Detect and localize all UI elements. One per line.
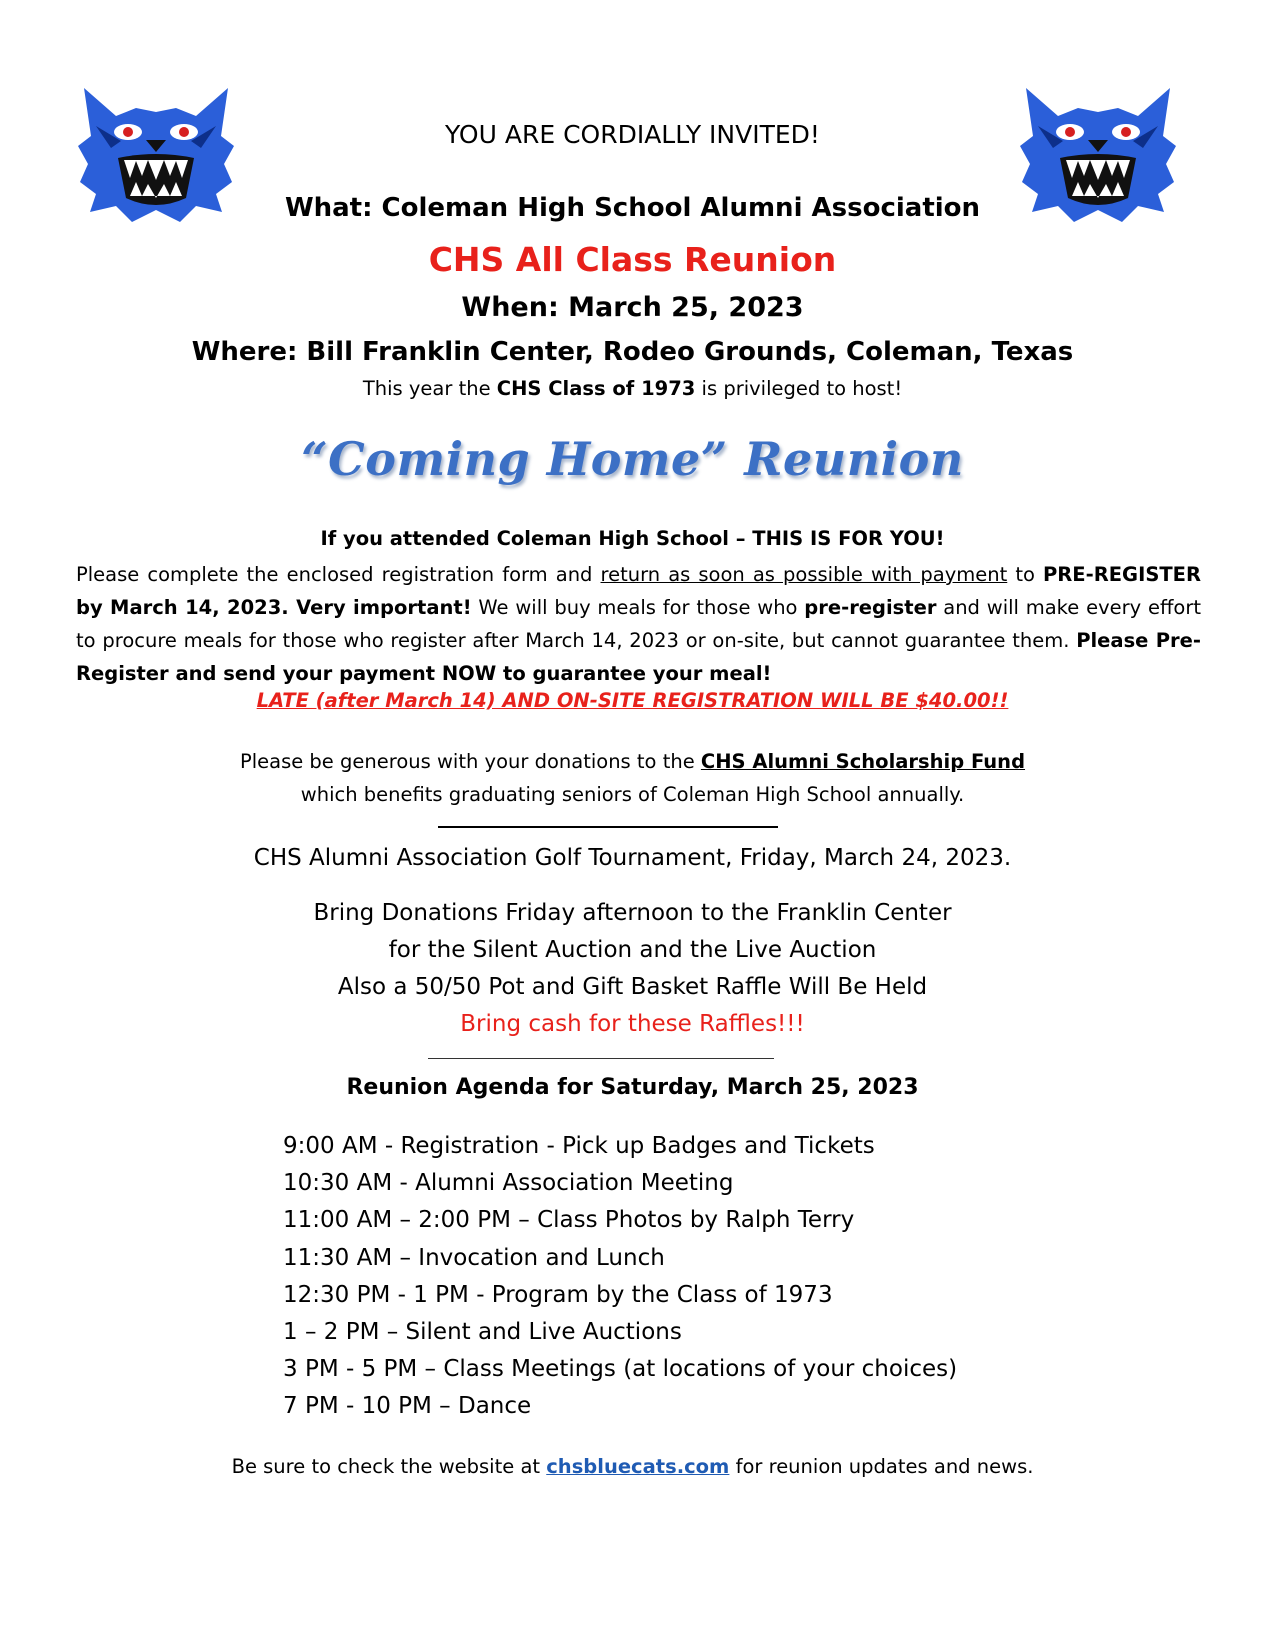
reg-guarantee: Please Pre-Register and send your payment NOW to guarantee your meal! bbox=[76, 629, 1201, 685]
event-date: When: March 25, 2023 bbox=[461, 292, 804, 323]
agenda-item: 11:30 AM – Invocation and Lunch bbox=[283, 1244, 665, 1271]
event-what: What: Coleman High School Alumni Association bbox=[284, 193, 981, 223]
agenda-item: 10:30 AM - Alumni Association Meeting bbox=[283, 1170, 734, 1197]
reg-preregister: pre-register bbox=[804, 596, 937, 619]
agenda-item: 11:00 AM – 2:00 PM – Class Photos by Ralph Terry bbox=[283, 1207, 855, 1234]
host-class: CHS Class of 1973 bbox=[496, 377, 696, 400]
footer-pre: Be sure to check the website at bbox=[231, 1455, 547, 1478]
attended-callout: If you attended Coleman High School – THIS IS FOR YOU! bbox=[320, 527, 945, 550]
footer-post: for reunion updates and news. bbox=[729, 1455, 1034, 1478]
auction-line-1: Bring Donations Friday afternoon to the Franklin Center bbox=[313, 900, 952, 926]
event-title: CHS All Class Reunion bbox=[428, 240, 837, 279]
event-location: Where: Bill Franklin Center, Rodeo Grounds, Coleman, Texas bbox=[191, 337, 1074, 367]
agenda-item: 7 PM - 10 PM – Dance bbox=[283, 1393, 532, 1420]
reg-text-1b: to bbox=[1007, 563, 1043, 586]
reg-text-1: Please complete the enclosed registration form and bbox=[76, 563, 601, 586]
host-pre: This year the bbox=[362, 377, 497, 400]
agenda-title: Reunion Agenda for Saturday, March 25, 2023 bbox=[346, 1075, 919, 1100]
agenda-item: 9:00 AM - Registration - Pick up Badges and Tickets bbox=[283, 1133, 875, 1159]
auction-line-2: for the Silent Auction and the Live Auction bbox=[388, 937, 877, 963]
reg-text-2: We will buy meals for those who bbox=[471, 596, 805, 619]
divider bbox=[438, 826, 778, 828]
host-post: is privileged to host! bbox=[695, 377, 903, 400]
website-link[interactable]: chsbluecats.com bbox=[546, 1455, 730, 1478]
agenda-item: 12:30 PM - 1 PM - Program by the Class of 1973 bbox=[283, 1281, 833, 1308]
reunion-tagline: “Coming Home” Reunion bbox=[301, 432, 964, 486]
host-line bbox=[0, 377, 1265, 400]
agenda-list bbox=[283, 1128, 957, 1426]
auction-line-3: Also a 50/50 Pot and Gift Basket Raffle Will Be Held bbox=[337, 974, 928, 1000]
golf-tournament: CHS Alumni Association Golf Tournament, Friday, March 24, 2023. bbox=[253, 845, 1012, 871]
divider bbox=[428, 1058, 774, 1059]
footer-note bbox=[0, 1455, 1265, 1478]
bring-cash-notice: Bring cash for these Raffles!!! bbox=[460, 1011, 805, 1037]
invitation-heading: YOU ARE CORDIALLY INVITED! bbox=[445, 120, 820, 149]
agenda-item: 3 PM - 5 PM – Class Meetings (at locations of your choices) bbox=[283, 1356, 958, 1383]
donation-line-2: which benefits graduating seniors of Coleman High School annually. bbox=[300, 783, 965, 806]
donation-line-1 bbox=[0, 750, 1265, 773]
scholarship-fund: CHS Alumni Scholarship Fund bbox=[700, 750, 1026, 773]
late-fee-notice: LATE (after March 14) AND ON-SITE REGISTRATION WILL BE $40.00!! bbox=[256, 689, 1009, 712]
reg-text-3: and will make every effort to procure meals for those who register after March 14, 2023 or on-site, but cannot guarantee them. bbox=[76, 596, 1201, 652]
donation-pre: Please be generous with your donations to the bbox=[239, 750, 701, 773]
registration-paragraph bbox=[76, 558, 1201, 690]
reg-underline: return as soon as possible with payment bbox=[600, 563, 1008, 586]
agenda-item: 1 – 2 PM – Silent and Live Auctions bbox=[283, 1318, 682, 1345]
reg-deadline: PRE-REGISTER by March 14, 2023. Very important! bbox=[76, 563, 1201, 619]
